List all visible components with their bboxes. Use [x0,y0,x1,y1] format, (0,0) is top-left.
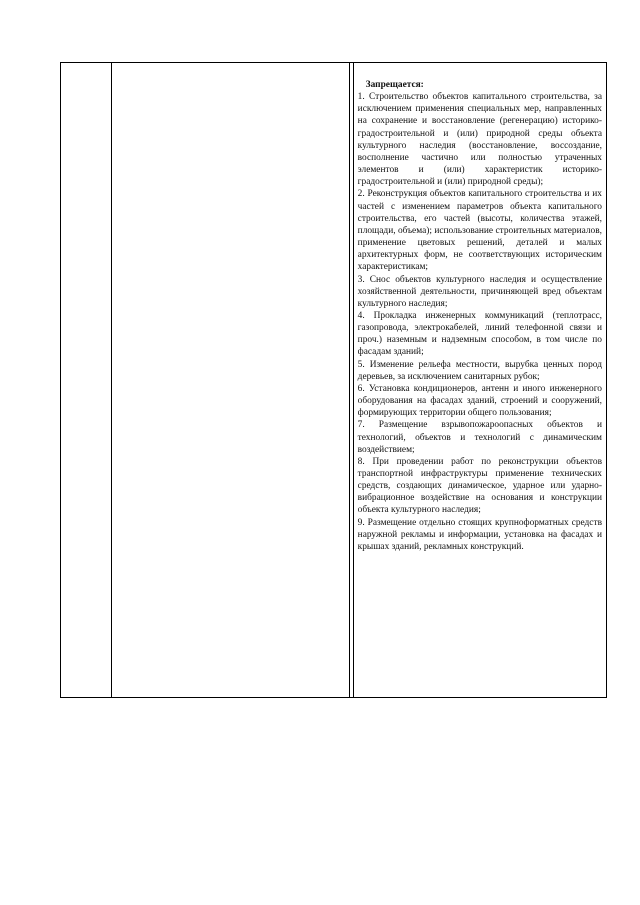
table-cell-zone [112,63,349,698]
restriction-item-9: 9. Размещение отдельно стоящих крупноформатных средств наружной рекламы и информации, установка на фасадах и крышах зданий, рекламных конструкций. [357,517,602,552]
table-cell-restrictions [353,63,606,698]
restriction-item-8: 8. При проведении работ по реконструкции объектов транспортной инфраструктуры применение технических средств, создающих динамическое, ударное или ударно-вибрационное воздействие на основания и конструкции объекта культурного наследия; [357,456,602,516]
restriction-item-1: 1. Строительство объектов капитального строительства, за исключением применения специальных мер, направленных на сохранение и восстановление (регенерацию) историко-градостроительной и (или) природной среды объекта культурного наследия (восстановление, воссоздание, восполнение частично или полностью утраченных элементов и (или) характеристик историко-градостроительной и (или) природной среды); [357,92,602,188]
restriction-item-7: 7. Размещение взрывопожароопасных объектов и технологий, объектов и технологий с динамическим воздействием; [357,420,602,455]
table-row [61,63,607,698]
restriction-item-6: 6. Установка кондиционеров, антенн и иного инженерного оборудования на фасадах зданий, строений и сооружений, формирующих территории общего пользования; [357,383,602,419]
restrictions-heading: Запрещается: [365,80,424,90]
restrictions-text [354,63,606,553]
restriction-item-4: 4. Прокладка инженерных коммуникаций (теплотрасс, газопровода, электрокабелей, линий телефонной связи и проч.) наземным и надземным способом, в том числе по фасадам зданий; [357,310,602,358]
restriction-item-2: 2. Реконструкция объектов капитального строительства и их частей с изменением параметров объекта капитального строительства, его частей (высоты, количества этажей, площади, объема); использование строительных материалов, применение цветовых решений, деталей и малых архитектурных форм, не соответствующих историческим характеристикам; [357,189,602,273]
table-cell-number [61,63,112,698]
regulations-table [60,62,607,698]
restriction-item-5: 5. Изменение рельефа местности, вырубка ценных пород деревьев, за исключением санитарных рубок; [357,359,602,382]
restriction-item-3: 3. Снос объектов культурного наследия и осуществление хозяйственной деятельности, причиняющей вред объектам культурного наследия; [357,274,602,309]
